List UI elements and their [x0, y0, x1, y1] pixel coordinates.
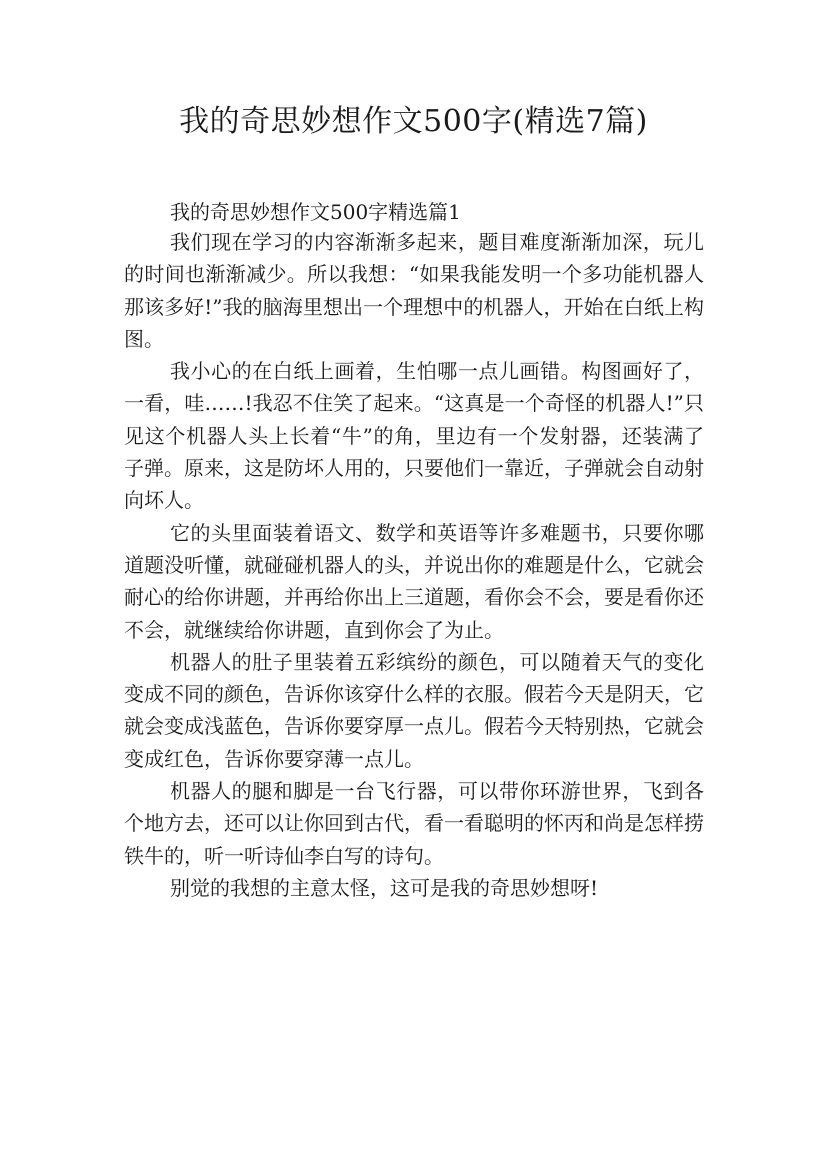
section-heading: 我的奇思妙想作文500字精选篇1 — [170, 200, 461, 224]
paragraph-6: 别觉的我想的主意太怪，这可是我的奇思妙想呀! — [170, 875, 599, 900]
paragraph-1: 我们现在学习的内容渐渐多起来，题目难度渐渐加深，玩儿的时间也渐渐减少。所以我想：“如果我能发明一个多功能机器人那该多好!”我的脑海里想出一个理想中的机器人，开始在白纸上构图。 — [124, 230, 704, 351]
paragraph-5: 机器人的腿和脚是一台飞行器，可以带你环游世界，飞到各个地方去，还可以让你回到古代，看一看聪明的怀丙和尚是怎样捞铁牛的，听一听诗仙李白写的诗句。 — [124, 779, 704, 868]
paragraph-2: 我小心的在白纸上画着，生怕哪一点儿画错。构图画好了，一看，哇……!我忍不住笑了起来。“这真是一个奇怪的机器人!”只见这个机器人头上长着“牛”的角，里边有一个发射器，还装满了子弹。原来，这是防坏人用的，只要他们一靠近，子弹就会自动射向坏人。 — [124, 359, 704, 513]
article-body — [124, 226, 704, 904]
paragraph-4: 机器人的肚子里装着五彩缤纷的颜色，可以随着天气的变化变成不同的颜色，告诉你该穿什么样的衣服。假若今天是阴天，它就会变成浅蓝色，告诉你要穿厚一点儿。假若今天特别热，它就会变成红色，告诉你要穿薄一点儿。 — [124, 649, 704, 771]
document-title: 我的奇思妙想作文500字(精选7篇) — [179, 104, 648, 139]
paragraph-3: 它的头里面装着语文、数学和英语等许多难题书，只要你哪道题没听懂，就碰碰机器人的头，并说出你的难题是什么，它就会耐心的给你讲题，并再给你出上三道题，看你会不会，要是看你还不会，就继续给你讲题，直到你会了为止。 — [124, 520, 704, 642]
